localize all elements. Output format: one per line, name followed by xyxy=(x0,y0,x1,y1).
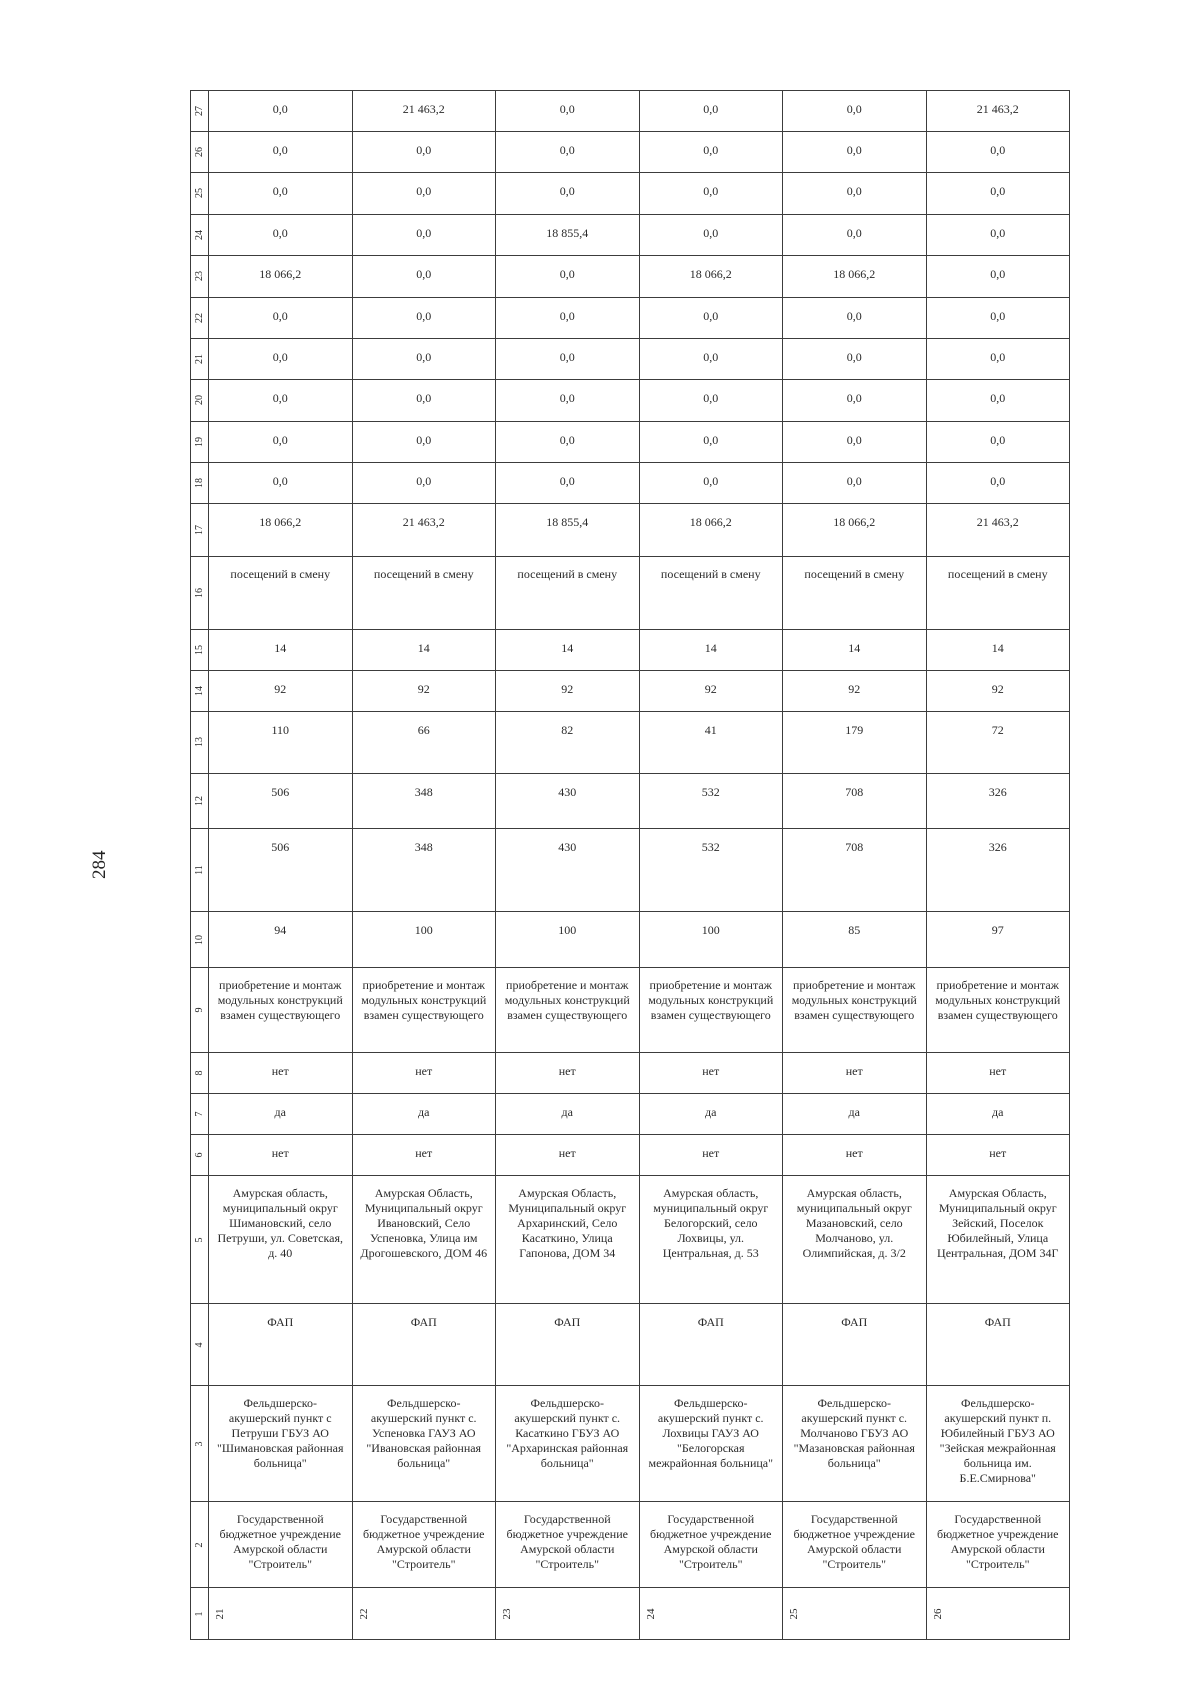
row-number: 25 xyxy=(194,188,205,199)
table-cell: ФАП xyxy=(352,1304,496,1386)
table-cell: 0,0 xyxy=(639,339,783,380)
table-row xyxy=(191,132,1070,173)
table-cell: 14 xyxy=(496,629,640,670)
table-cell: 92 xyxy=(783,670,927,711)
table-cell: 0,0 xyxy=(352,421,496,462)
table-cell: нет xyxy=(639,1135,783,1176)
table-cell: 92 xyxy=(209,670,353,711)
table-cell: Амурская область, муниципальный округ Белогорский, село Лохвицы, ул. Центральная, д. 53 xyxy=(639,1176,783,1304)
table-cell: 21 463,2 xyxy=(926,503,1070,557)
table-cell: 0,0 xyxy=(783,380,927,421)
table-cell: да xyxy=(783,1093,927,1134)
row-number: 1 xyxy=(194,1611,205,1617)
table-cell: нет xyxy=(926,1052,1070,1093)
table-cell: 41 xyxy=(639,711,783,773)
table-cell: 0,0 xyxy=(783,297,927,338)
table-cell: 0,0 xyxy=(639,214,783,255)
table-cell: приобретение и монтаж модульных конструкций взамен существующего xyxy=(352,968,496,1052)
table-cell: 92 xyxy=(496,670,640,711)
table-cell: 430 xyxy=(496,829,640,911)
table-row xyxy=(191,1093,1070,1134)
table-cell: нет xyxy=(926,1135,1070,1176)
row-number-cell xyxy=(191,297,209,338)
table-cell: 72 xyxy=(926,711,1070,773)
row-number: 6 xyxy=(194,1152,205,1158)
table-cell: 0,0 xyxy=(639,462,783,503)
table-row xyxy=(191,462,1070,503)
table-cell: 0,0 xyxy=(639,297,783,338)
table-cell: 100 xyxy=(352,911,496,968)
record-index: 23 xyxy=(501,1608,513,1620)
row-number: 12 xyxy=(194,796,205,806)
row-number: 21 xyxy=(194,354,205,365)
table-cell: 0,0 xyxy=(639,91,783,132)
table-cell: 21 463,2 xyxy=(352,503,496,557)
row-number-cell xyxy=(191,1176,209,1304)
table-cell: приобретение и монтаж модульных конструкций взамен существующего xyxy=(926,968,1070,1052)
table-cell xyxy=(209,1588,353,1640)
table-cell: 14 xyxy=(926,629,1070,670)
table-cell: ФАП xyxy=(783,1304,927,1386)
row-number: 23 xyxy=(194,271,205,282)
row-number-cell xyxy=(191,1052,209,1093)
table-cell: 0,0 xyxy=(783,91,927,132)
table-cell: 532 xyxy=(639,773,783,829)
table-cell: 0,0 xyxy=(209,132,353,173)
table-row xyxy=(191,1386,1070,1501)
table-row xyxy=(191,670,1070,711)
table-cell: 0,0 xyxy=(209,173,353,214)
table-row xyxy=(191,773,1070,829)
table-cell: Амурская Область, Муниципальный округ Ивановский, Село Успеновка, Улица им Дрогошевского, ДОМ 46 xyxy=(352,1176,496,1304)
table-row xyxy=(191,1052,1070,1093)
row-number-cell xyxy=(191,1304,209,1386)
table-cell: Амурская Область, Муниципальный округ Зейский, Поселок Юбилейный, Улица Центральная, ДОМ 34Г xyxy=(926,1176,1070,1304)
table-cell: 14 xyxy=(639,629,783,670)
table-cell: 0,0 xyxy=(352,380,496,421)
table-row xyxy=(191,421,1070,462)
table-row xyxy=(191,255,1070,297)
table-row xyxy=(191,629,1070,670)
table-cell: 0,0 xyxy=(639,173,783,214)
table-cell: нет xyxy=(209,1135,353,1176)
row-number-cell xyxy=(191,711,209,773)
table-cell: 326 xyxy=(926,829,1070,911)
table-cell: посещений в смену xyxy=(209,557,353,629)
table-cell: 0,0 xyxy=(926,339,1070,380)
table-cell: нет xyxy=(639,1052,783,1093)
table-cell: 0,0 xyxy=(926,214,1070,255)
record-index: 22 xyxy=(357,1608,370,1620)
table-cell: 0,0 xyxy=(926,297,1070,338)
table-cell: 0,0 xyxy=(209,462,353,503)
table-cell: посещений в смену xyxy=(926,557,1070,629)
table-cell: 0,0 xyxy=(926,462,1070,503)
row-number: 27 xyxy=(194,106,205,117)
row-number-cell xyxy=(191,380,209,421)
table-cell: 326 xyxy=(926,773,1070,829)
row-number-cell xyxy=(191,1588,209,1640)
table-cell: нет xyxy=(352,1135,496,1176)
table-cell: 0,0 xyxy=(639,421,783,462)
table-cell: 21 463,2 xyxy=(926,91,1070,132)
table-cell: приобретение и монтаж модульных конструкций взамен существующего xyxy=(783,968,927,1052)
table-row xyxy=(191,173,1070,214)
table-row xyxy=(191,503,1070,557)
table-cell: 0,0 xyxy=(496,91,640,132)
table-cell: 0,0 xyxy=(496,255,640,297)
table-cell: Государственной бюджетное учреждение Амурской области "Строитель" xyxy=(926,1501,1070,1588)
table-cell: 66 xyxy=(352,711,496,773)
table-cell: 0,0 xyxy=(352,462,496,503)
table-cell: 348 xyxy=(352,773,496,829)
row-number: 15 xyxy=(194,644,205,655)
table-row xyxy=(191,1501,1070,1588)
table-cell: 0,0 xyxy=(209,297,353,338)
table-row xyxy=(191,1588,1070,1640)
table-cell: 0,0 xyxy=(352,297,496,338)
data-table-wrapper xyxy=(190,90,1070,1640)
table-cell: посещений в смену xyxy=(496,557,640,629)
table-cell: 0,0 xyxy=(352,173,496,214)
table-cell: Государственной бюджетное учреждение Амурской области "Строитель" xyxy=(783,1501,927,1588)
row-number-cell xyxy=(191,1386,209,1501)
table-row xyxy=(191,1304,1070,1386)
table-cell: 0,0 xyxy=(352,255,496,297)
row-number-cell xyxy=(191,629,209,670)
table-cell: 100 xyxy=(639,911,783,968)
table-row xyxy=(191,380,1070,421)
table-cell xyxy=(783,1588,927,1640)
table-cell: Фельдшерско-акушерский пункт с. Успеновка ГАУЗ АО "Ивановская районная больница" xyxy=(352,1386,496,1501)
table-cell: 18 066,2 xyxy=(639,255,783,297)
table-cell xyxy=(639,1588,783,1640)
row-number-cell xyxy=(191,1093,209,1134)
table-cell: 85 xyxy=(783,911,927,968)
table-row xyxy=(191,91,1070,132)
table-cell: нет xyxy=(496,1052,640,1093)
row-number-cell xyxy=(191,421,209,462)
row-number: 19 xyxy=(194,436,205,447)
table-cell: 506 xyxy=(209,773,353,829)
table-cell xyxy=(926,1588,1070,1640)
table-cell: нет xyxy=(783,1135,927,1176)
table-cell: 0,0 xyxy=(496,132,640,173)
record-index: 24 xyxy=(644,1608,657,1620)
table-cell: Фельдшерско-акушерский пункт с. Молчаново ГБУЗ АО "Мазановская районная больница" xyxy=(783,1386,927,1501)
table-cell: 0,0 xyxy=(209,380,353,421)
row-number: 13 xyxy=(194,737,205,748)
table-cell: ФАП xyxy=(639,1304,783,1386)
row-number: 16 xyxy=(194,588,205,598)
table-cell: 18 066,2 xyxy=(783,255,927,297)
row-number: 17 xyxy=(194,525,205,536)
table-cell: 0,0 xyxy=(926,380,1070,421)
row-number: 9 xyxy=(194,1007,205,1013)
table-cell: 0,0 xyxy=(496,421,640,462)
row-number-cell xyxy=(191,462,209,503)
table-cell: ФАП xyxy=(926,1304,1070,1386)
table-cell: 430 xyxy=(496,773,640,829)
table-cell: 21 463,2 xyxy=(352,91,496,132)
row-number-cell xyxy=(191,91,209,132)
table-cell: 100 xyxy=(496,911,640,968)
table-cell: 0,0 xyxy=(639,132,783,173)
row-number-cell xyxy=(191,1501,209,1588)
table-cell: 0,0 xyxy=(783,462,927,503)
page-number: 284 xyxy=(89,850,110,879)
data-table xyxy=(190,90,1070,1640)
table-row xyxy=(191,1176,1070,1304)
table-cell: Государственной бюджетное учреждение Амурской области "Строитель" xyxy=(209,1501,353,1588)
table-cell: 0,0 xyxy=(926,173,1070,214)
table-cell: 0,0 xyxy=(926,132,1070,173)
table-cell xyxy=(352,1588,496,1640)
row-number-cell xyxy=(191,773,209,829)
table-cell: 18 855,4 xyxy=(496,503,640,557)
table-row xyxy=(191,214,1070,255)
table-cell: 14 xyxy=(352,629,496,670)
table-row xyxy=(191,711,1070,773)
table-cell: нет xyxy=(352,1052,496,1093)
row-number: 3 xyxy=(194,1441,205,1447)
row-number-cell xyxy=(191,214,209,255)
record-index: 26 xyxy=(931,1608,944,1620)
table-row xyxy=(191,557,1070,629)
table-cell: 0,0 xyxy=(783,339,927,380)
row-number-cell xyxy=(191,829,209,911)
table-cell: 0,0 xyxy=(783,421,927,462)
table-cell: нет xyxy=(496,1135,640,1176)
table-cell: 94 xyxy=(209,911,353,968)
table-cell xyxy=(496,1588,640,1640)
table-cell: 0,0 xyxy=(926,421,1070,462)
row-number-cell xyxy=(191,1135,209,1176)
table-cell: 14 xyxy=(783,629,927,670)
table-cell: ФАП xyxy=(209,1304,353,1386)
table-cell: 18 066,2 xyxy=(639,503,783,557)
table-cell: 0,0 xyxy=(926,255,1070,297)
table-cell: 97 xyxy=(926,911,1070,968)
table-cell: 18 066,2 xyxy=(209,255,353,297)
record-index: 25 xyxy=(788,1608,800,1620)
table-cell: 18 066,2 xyxy=(783,503,927,557)
table-cell: 14 xyxy=(209,629,353,670)
table-cell: 0,0 xyxy=(496,297,640,338)
row-number-cell xyxy=(191,503,209,557)
table-cell: 179 xyxy=(783,711,927,773)
table-cell: да xyxy=(926,1093,1070,1134)
table-cell: 0,0 xyxy=(209,421,353,462)
table-cell: Фельдшерско-акушерский пункт п. Юбилейный ГБУЗ АО "Зейская межрайонная больница им. Б.Е.Смирнова" xyxy=(926,1386,1070,1501)
table-cell: 0,0 xyxy=(352,132,496,173)
row-number: 2 xyxy=(194,1542,205,1548)
table-body xyxy=(191,91,1070,1640)
row-number: 22 xyxy=(194,313,205,324)
table-cell: 708 xyxy=(783,829,927,911)
table-cell: Фельдшерско-акушерский пункт с. Лохвицы ГАУЗ АО "Белогорская межрайонная больница" xyxy=(639,1386,783,1501)
table-cell: нет xyxy=(209,1052,353,1093)
row-number: 20 xyxy=(194,395,205,406)
table-cell: посещений в смену xyxy=(783,557,927,629)
table-cell: 92 xyxy=(639,670,783,711)
table-cell: 348 xyxy=(352,829,496,911)
table-cell: 0,0 xyxy=(783,132,927,173)
row-number-cell xyxy=(191,557,209,629)
table-cell: да xyxy=(352,1093,496,1134)
row-number-cell xyxy=(191,670,209,711)
table-cell: 708 xyxy=(783,773,927,829)
table-cell: 82 xyxy=(496,711,640,773)
table-cell: 0,0 xyxy=(639,380,783,421)
table-cell: 506 xyxy=(209,829,353,911)
table-cell: да xyxy=(496,1093,640,1134)
table-cell: 92 xyxy=(926,670,1070,711)
row-number-cell xyxy=(191,173,209,214)
table-cell: 0,0 xyxy=(783,214,927,255)
row-number-cell xyxy=(191,911,209,968)
table-cell: нет xyxy=(783,1052,927,1093)
row-number: 26 xyxy=(194,147,205,158)
table-cell: приобретение и монтаж модульных конструкций взамен существующего xyxy=(209,968,353,1052)
table-cell: посещений в смену xyxy=(352,557,496,629)
table-row xyxy=(191,297,1070,338)
table-cell: Фельдшерско-акушерский пункт с Петруши ГБУЗ АО "Шимановская районная больница" xyxy=(209,1386,353,1501)
table-row xyxy=(191,829,1070,911)
table-cell: 0,0 xyxy=(352,214,496,255)
row-number: 5 xyxy=(194,1237,205,1243)
table-cell: Амурская Область, Муниципальный округ Архаринский, Село Касаткино, Улица Гапонова, ДОМ 34 xyxy=(496,1176,640,1304)
row-number-cell xyxy=(191,339,209,380)
row-number-cell xyxy=(191,255,209,297)
row-number: 14 xyxy=(194,685,205,696)
table-cell: 0,0 xyxy=(209,339,353,380)
table-cell: Государственной бюджетное учреждение Амурской области "Строитель" xyxy=(352,1501,496,1588)
row-number: 4 xyxy=(194,1342,205,1348)
table-cell: посещений в смену xyxy=(639,557,783,629)
table-cell: 0,0 xyxy=(209,91,353,132)
table-cell: 0,0 xyxy=(352,339,496,380)
row-number-cell xyxy=(191,968,209,1052)
table-cell: Амурская область, муниципальный округ Мазановский, село Молчаново, ул. Олимпийская, д. 3/2 xyxy=(783,1176,927,1304)
table-cell: 18 855,4 xyxy=(496,214,640,255)
row-number: 7 xyxy=(194,1111,205,1117)
row-number: 10 xyxy=(194,934,205,945)
table-cell: Фельдшерско-акушерский пункт с. Касаткино ГБУЗ АО "Архаринская районная больница" xyxy=(496,1386,640,1501)
table-cell: 532 xyxy=(639,829,783,911)
table-cell: 92 xyxy=(352,670,496,711)
table-cell: 0,0 xyxy=(496,380,640,421)
table-cell: 0,0 xyxy=(209,214,353,255)
row-number: 24 xyxy=(194,229,205,240)
table-row xyxy=(191,1135,1070,1176)
table-cell: приобретение и монтаж модульных конструкций взамен существующего xyxy=(496,968,640,1052)
row-number: 11 xyxy=(194,865,205,875)
row-number-cell xyxy=(191,132,209,173)
table-row xyxy=(191,911,1070,968)
table-cell: 0,0 xyxy=(496,173,640,214)
table-cell: да xyxy=(209,1093,353,1134)
table-cell: приобретение и монтаж модульных конструкций взамен существующего xyxy=(639,968,783,1052)
table-cell: 0,0 xyxy=(496,462,640,503)
row-number: 18 xyxy=(194,477,205,488)
table-cell: Государственной бюджетное учреждение Амурской области "Строитель" xyxy=(496,1501,640,1588)
table-cell: Государственной бюджетное учреждение Амурской области "Строитель" xyxy=(639,1501,783,1588)
table-row xyxy=(191,968,1070,1052)
table-cell: 110 xyxy=(209,711,353,773)
table-cell: 0,0 xyxy=(496,339,640,380)
table-row xyxy=(191,339,1070,380)
record-index: 21 xyxy=(214,1608,226,1620)
row-number: 8 xyxy=(194,1070,205,1076)
table-cell: 18 066,2 xyxy=(209,503,353,557)
table-cell: 0,0 xyxy=(783,173,927,214)
table-cell: да xyxy=(639,1093,783,1134)
table-cell: Амурская область, муниципальный округ Шимановский, село Петруши, ул. Советская, д. 40 xyxy=(209,1176,353,1304)
table-cell: ФАП xyxy=(496,1304,640,1386)
